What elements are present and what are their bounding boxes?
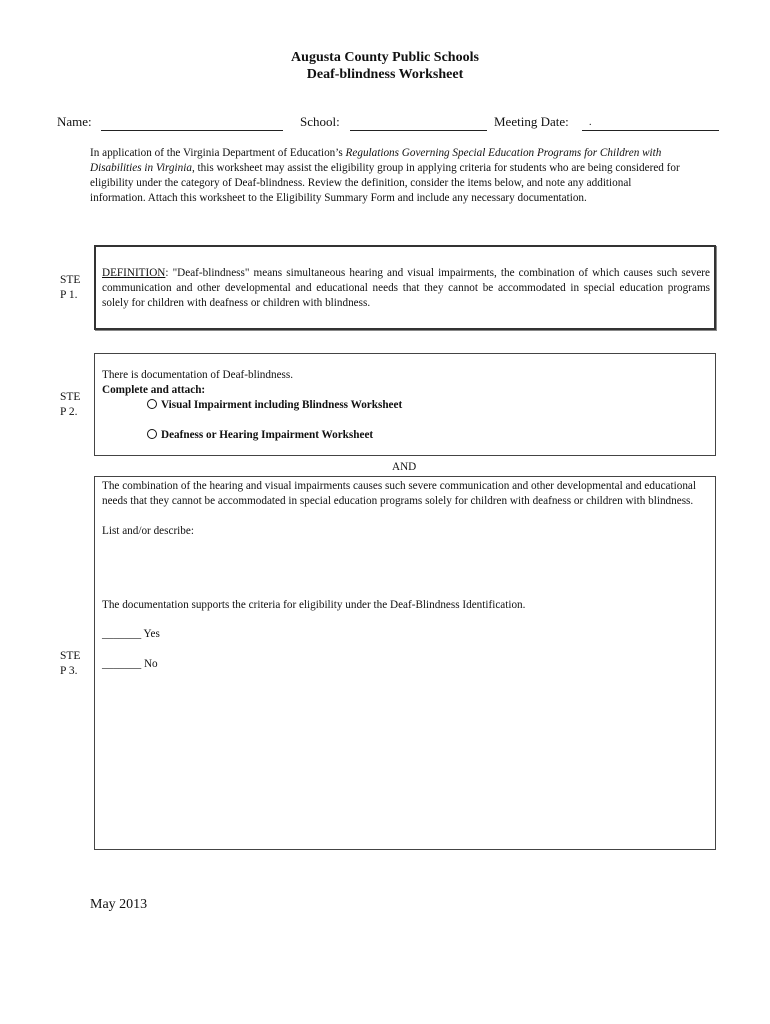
step-1-label: STE P 1. <box>60 274 81 301</box>
step-2-box <box>94 353 716 456</box>
step-3-box <box>94 476 716 850</box>
step-1-definition-box <box>94 245 716 330</box>
intro-paragraph <box>90 146 680 206</box>
meeting-date-label: Meeting Date: <box>494 114 569 129</box>
hearing-impairment-option[interactable]: Deafness or Hearing Impairment Worksheet <box>147 428 373 443</box>
documentation-text: There is documentation of Deaf-blindness. <box>102 369 294 381</box>
worksheet-title: Deaf-blindness Worksheet <box>306 67 464 82</box>
intro-text-1: In application of the Virginia Department of Education’s <box>90 147 346 159</box>
combination-text: The combination of the hearing and visual impairments causes such severe communication and other developmental and educational needs that they cannot be accommodated in special education programs solely for children with deafness or children with blindness. <box>102 480 696 507</box>
radio-circle-icon[interactable] <box>147 399 157 409</box>
intro-regulations-title: Regulations Governing Special Education Programs for Children with Disabilities in Virginia <box>90 147 662 174</box>
name-field[interactable] <box>101 130 283 131</box>
list-describe-label: List and/or describe: <box>102 525 194 537</box>
complete-attach-label: Complete and attach: <box>102 384 206 396</box>
school-district-title: Augusta County Public Schools <box>291 50 479 65</box>
definition-label: DEFINITION <box>102 267 166 279</box>
meeting-date-field[interactable] <box>582 117 719 131</box>
visual-impairment-option[interactable]: Visual Impairment including Blindness Worksheet <box>147 398 402 413</box>
definition-text: DEFINITION: "Deaf-blindness" means simultaneous hearing and visual impairments, the combination of which causes such severe communication and other developmental and educational needs that they cannot be accommodated in special education programs solely for children with deafness or children with blindness. <box>102 267 710 309</box>
school-field[interactable] <box>350 130 487 131</box>
intro-text-2: , this worksheet may assist the eligibility group in applying criteria for students who are being considered for eligibility under the category of Deaf-blindness. Review the definition, consider the items below, and note any additional information. Attach this worksheet to the Eligibility Summary Form and include any necessary documentation. <box>90 162 680 204</box>
step-3-label: STE P 3. <box>60 650 81 677</box>
step-2-label: STE P 2. <box>60 391 81 418</box>
yes-option[interactable]: _______ Yes <box>102 628 160 640</box>
school-label: School: <box>300 114 340 129</box>
no-option[interactable]: _______ No <box>102 658 158 670</box>
radio-circle-icon[interactable] <box>147 429 157 439</box>
supports-criteria-text: The documentation supports the criteria for eligibility under the Deaf-Blindness Identification. <box>102 599 526 611</box>
and-connector: AND <box>392 461 417 473</box>
footer-date: May 2013 <box>90 897 148 912</box>
meeting-date-value: . <box>589 117 592 128</box>
name-label: Name: <box>57 114 92 129</box>
